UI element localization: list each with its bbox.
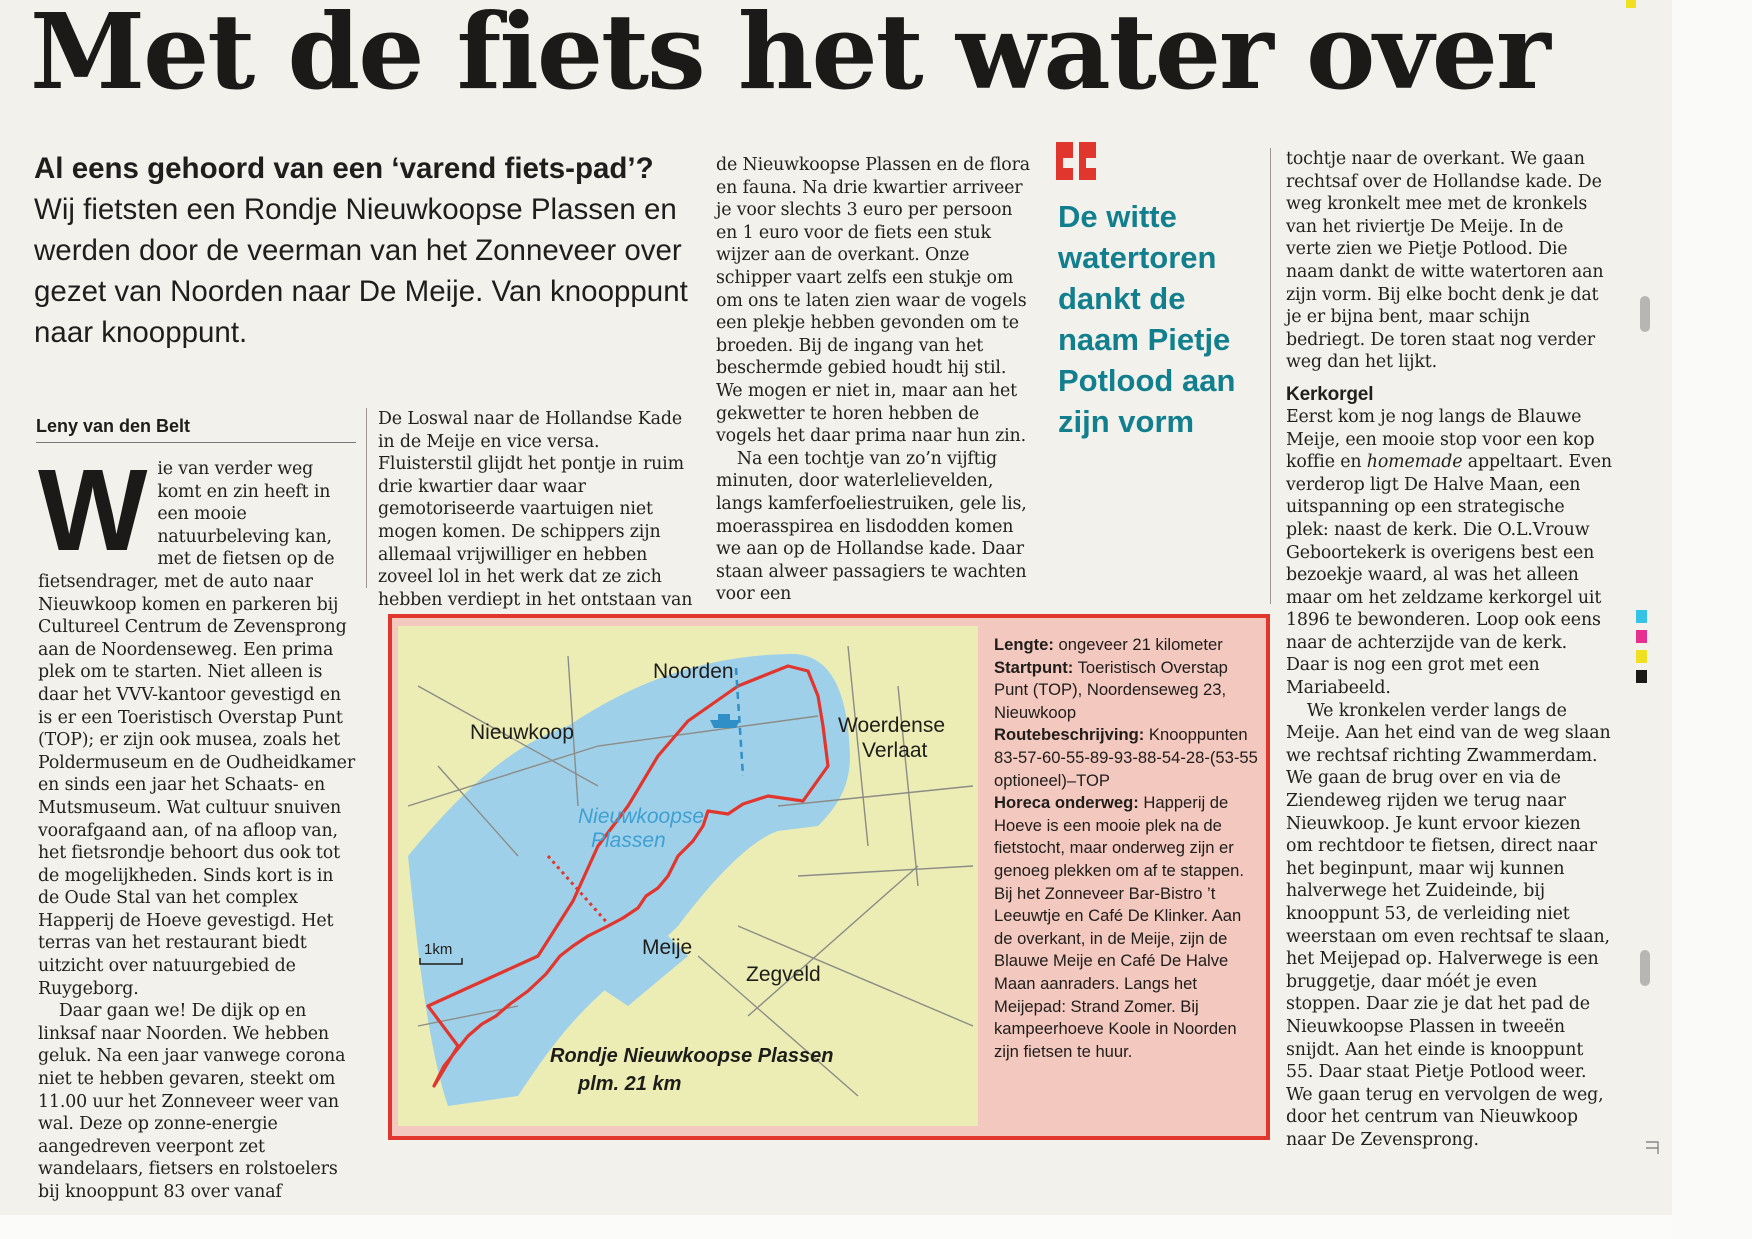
column-4 [1286,148,1612,1152]
dropcap: W [38,445,148,575]
column-2 [378,408,696,611]
info-lengte [994,634,1264,657]
col4-paragraph-3: We kronkelen verder langs de Meije. Aan het eind van de weg slaan we rechtsaf richting Zwammerdam. We gaan de brug over en via de Ziendeweg rijden we terug naar Nieuwkoop. Je kunt ervoor kiezen om rechtdoor te fietsen, direct naar het beginpunt, maar wij kunnen halverwege het Zuideinde, bij knooppunt 53, de verleiding niet weerstaan om even rechtsaf te slaan, het Meijepad op. Halverwege is een bruggetje, daar móét je even stoppen. Daar zie je dat het pad de Nieuwkoopse Plassen in tweeën snijdt. Aan het einde is knooppunt 55. Daar staat Pietje Potlood weer. We gaan terug en vervolgen de weg, door het centrum van Nieuwkoop naar De Zevensprong. [1286,700,1611,1150]
info-route-value: Knooppunten 83-57-60-55-89-93-88-54-28-(53-55 optioneel)–TOP [994,725,1258,790]
col1-paragraph-1: ie van verder weg komt en zin heeft in een mooie natuurbeleving kan, met de fietsen op de fietsendrager, met de auto naar Nieuwkoop komen en parkeren bij Cultureel Centrum de Zevensprong aan de Noordenseweg. Een prima plek om te starten. Niet alleen is daar het VVV-kantoor gevestigd en is er een Toeristisch Overstap Punt (TOP); er zijn ook musea, zoals het Poldermuseum en de Oudheidkamer en sinds een jaar het Schaats- en Mutsmuseum. Wat cultuur snuiven voorafgaand aan, of na afloop van, het fietsrondje behoort dus ook tot de mogelijkheden. Sinds kort is in de Oude Stal van het complex Happerij de Hoeve gevestigd. Het terras van het restaurant biedt uitzicht over natuurgebied de Ruygeborg. [38,459,355,999]
col4-paragraph-2-start: Eerst kom je nog langs de Blauwe Meije, een mooie stop voor een kop koffie en [1286,406,1595,473]
scan-grip-mark [1640,950,1650,986]
map-label-nieuwkoopse: Nieuwkoopse [578,805,705,828]
intro-text: Wij fietsten een Rondje Nieuwkoopse Plassen en werden door de veerman van het Zonneveer over gezet van Noorden naar De Meije. Van knooppunt naar knooppunt. [34,193,688,349]
info-horeca [994,792,1264,1063]
map-label-meije: Meije [642,936,693,959]
registration-mark-cyan [1636,610,1647,623]
headline: Met de fiets het water over [30,0,1549,113]
route-info [994,634,1264,1063]
map-label-zegveld: Zegveld [746,963,821,986]
byline: Leny van den Belt [36,416,356,443]
intro-paragraph [34,148,694,353]
registration-mark-magenta [1636,630,1647,643]
info-horeca-value: Happerij de Hoeve is een mooie plek na de fietstocht, maar onderweg zijn er genoeg plekken om af te stappen. Bij het Zonneveer Bar-Bistro ’t Leeuwtje en Café De Klinker. Aan de overkant, in de Meije, zijn de Blauwe Meije en Café De Halve Maan aanraders. Langs het Meijepad: Strand Zomer. Bij kampeerhoeve Koole in Noorden zijn fietsen te huur. [994,793,1245,1061]
info-route-label: Routebeschrijving: [994,725,1145,745]
col3-paragraph-1: de Nieuwkoopse Plassen en de flora en fauna. Na drie kwartier arriveer je voor slechts 3 euro per persoon en 1 euro voor de fiets een stuk wijzer aan de overkant. Onze schipper vaart zelfs een stukje om om ons te laten zien waar de vogels een plekje hebben gevonden om te broeden. Bij de ingang van het beschermde gebied houdt hij stil. We mogen er niet in, maar aan het gekwetter te horen hebben de vogels het daar prima naar hun zin. [716,155,1030,447]
map-label-noorden: Noorden [653,660,734,683]
subhead-kerkorgel: Kerkorgel [1286,383,1374,405]
info-startpunt-value: Toeristisch Overstap Punt (TOP), Noordenseweg 23, Nieuwkoop [994,657,1228,722]
col4-paragraph-1: tochtje naar de overkant. We gaan rechtsaf over de Hollandse kade. De weg kronkelt mee met de kronkels van het riviertje De Meije. In de verte zien we Pietje Potlood. Die naam dankt de witte watertoren aan zijn vorm. Bij elke bocht denk je dat je er bijna bent, maar schijn bedriegt. De toren staat nog verder weg dan het lijkt. [1286,149,1604,373]
registration-mark-black [1636,670,1647,683]
corner-mark-icon [1644,1140,1660,1156]
col2-paragraph-1: De Loswal naar de Hollandse Kade in de Meije en vice versa. Fluisterstil glijdt het pontje in ruim drie kwartier daar waar gemotoriseerde vaartuigen niet mogen komen. De schippers zijn allemaal vrijwilliger en hebben zoveel lol in het werk dat ze zich hebben verdiept in het ontstaan van [378,409,693,610]
map-caption-title: Rondje Nieuwkoopse Plassen [550,1045,834,1067]
info-lengte-value: ongeveer 21 kilometer [1053,635,1223,654]
column-1 [38,445,358,1204]
map-label-plassen: Plassen [591,829,666,852]
route-map-box [388,614,1270,1140]
info-lengte-label: Lengte: [994,635,1054,654]
scan-grip-mark [1640,296,1650,332]
column-3 [716,154,1034,606]
quote-mark-icon [1054,140,1100,186]
registration-mark-yellow-top [1626,0,1636,8]
info-horeca-label: Horeca onderweg: [994,793,1139,813]
registration-mark-yellow [1636,650,1647,663]
map-scale-label: 1km [424,941,453,958]
scan-margin-bottom [0,1215,1672,1239]
map-caption-distance: plm. 21 km [578,1073,682,1095]
col4-paragraph-2 [1286,406,1612,700]
route-map [398,626,978,1126]
col3-paragraph-2: Na een tochtje van zo’n vijftig minuten, door waterlelievelden, langs kamferfoeliestruiken, gele lis, moerasspirea en lisdodden komen we aan op de Hollandse kade. Daar staan alweer passagiers te wachten voor een [716,448,1027,605]
column-rule [366,408,367,588]
pull-quote: De witte watertoren dankt de naam Pietje Potlood aan zijn vorm [1058,199,1236,439]
col4-emphasis: homemade [1366,452,1463,473]
info-startpunt [994,657,1264,725]
map-label-verlaat: Verlaat [862,739,928,762]
col4-paragraph-2-end: appeltaart. Even verderop ligt De Halve Maan, een uitspanning op een strategische plek: naast de kerk. Die O.L.Vrouw Geboortekerk is overigens best een bezoekje waard, al was het alleen maar om het zeldzame kerkorgel uit 1896 te bewonderen. Loop ook eens naar de achterzijde van de kerk. Daar is nog een grot met een Mariabeeld. [1286,452,1612,699]
column-rule [1270,148,1271,604]
col1-paragraph-2: Daar gaan we! De dijk op en linksaf naar Noorden. We hebben geluk. Na een jaar vanwege corona niet te hebben gevaren, steekt om 11.00 uur het Zonneveer weer van wal. Deze op zonne-energie aangedreven veerpont zet wandelaars, fietsers en rolstoelers bij knooppunt 83 over vanaf [38,1001,346,1202]
intro-lead: Al eens gehoord van een ‘varend fiets-pad’? [34,152,654,185]
map-label-nieuwkoop: Nieuwkoop [470,721,574,744]
info-startpunt-label: Startpunt: [994,657,1074,677]
map-label-woerdense: Woerdense [838,714,946,737]
info-route [994,724,1264,792]
scan-margin-right [1672,0,1752,1239]
